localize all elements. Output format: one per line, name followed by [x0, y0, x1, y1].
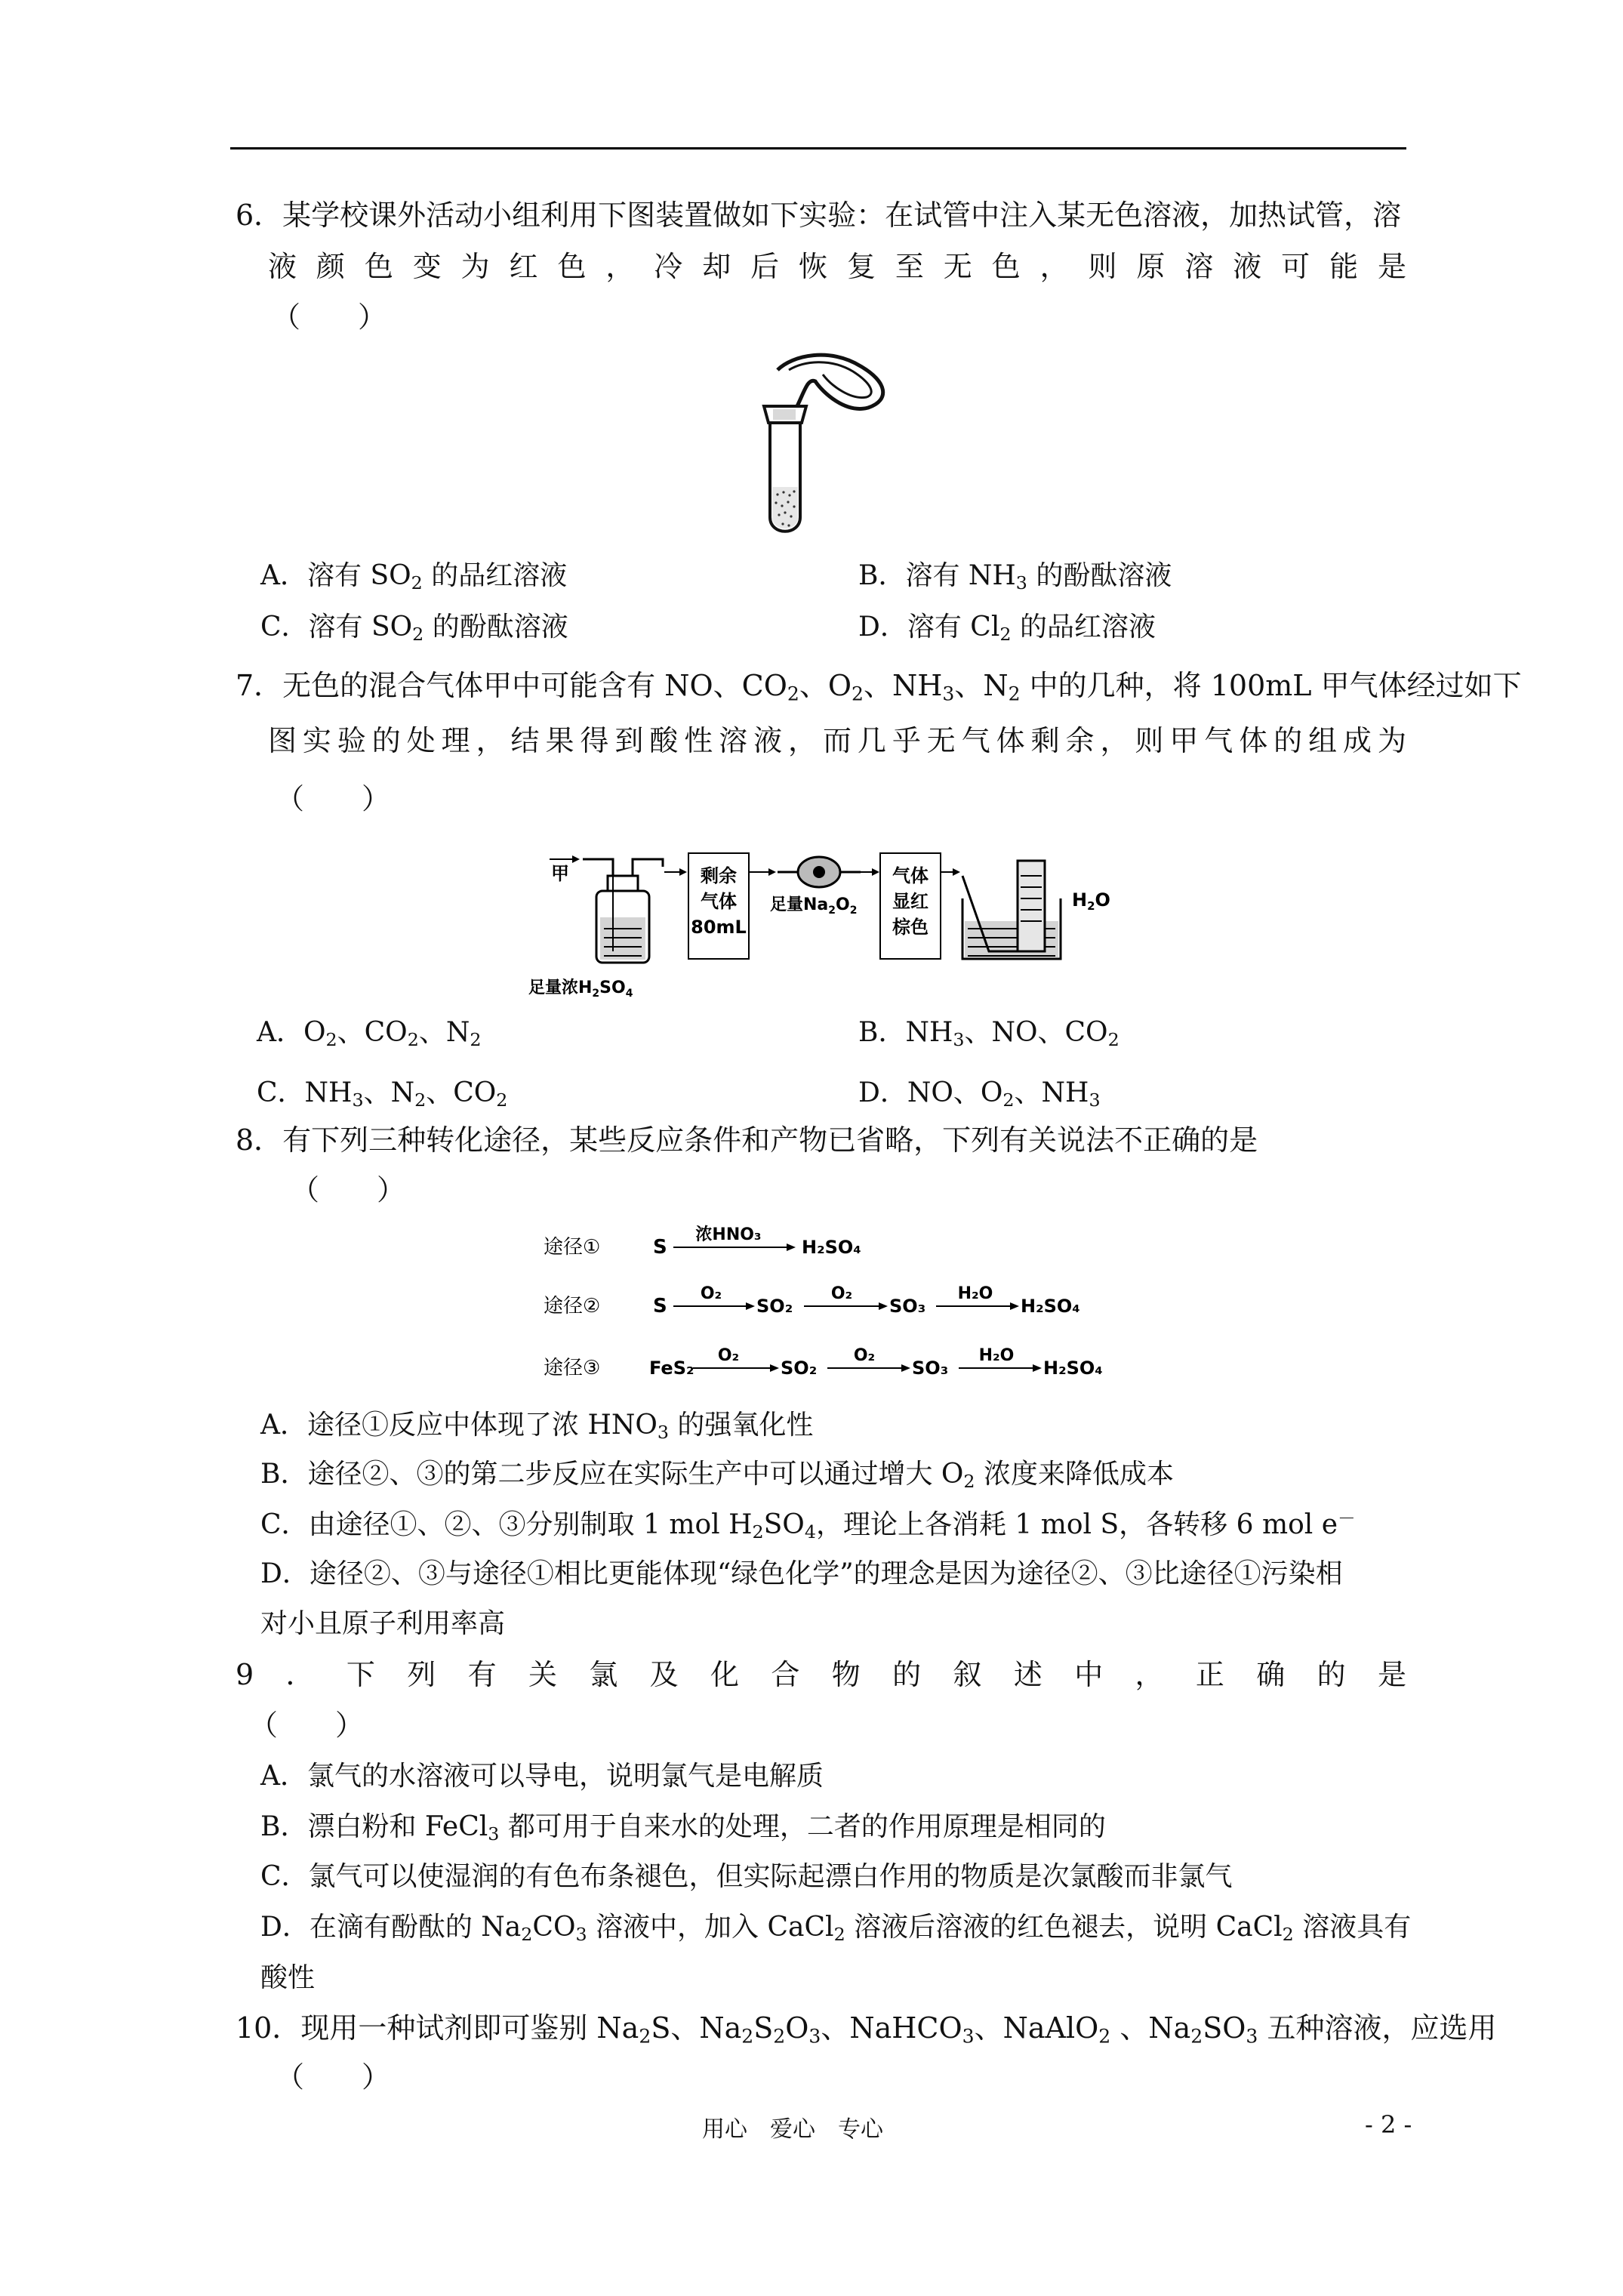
- q7-stem-line1: 7．无色的混合气体甲中可能含有 NO、$CO_2$、$O_2$、$NH_3$、$N_2$ 中的几种，将 100mL 甲气体经过如下: [236, 669, 1522, 705]
- water-label: $H_2O$: [1072, 889, 1110, 913]
- route2-cond2: O₂: [830, 1284, 853, 1303]
- q10-stem-line1: 10．现用一种试剂即可鉴别 $Na_2S$、$Na_2S_2O_3$、NaHCO$_3$、NaAlO$_2$ 、$Na_2SO_3$ 五种溶液，应选用: [236, 2011, 1497, 2048]
- q9-answer-paren: （ ）: [249, 1709, 365, 1742]
- header-rule: [230, 147, 1406, 149]
- q6-stem-line1: 6．某学校课外活动小组利用下图装置做如下实验：在试管中注入某无色溶液，加热试管，溶: [236, 199, 1402, 232]
- route3-label: 途径③: [544, 1357, 601, 1379]
- route2-product2: SO₃: [889, 1296, 926, 1317]
- route1-start: S: [653, 1236, 667, 1259]
- route3-cond2: O₂: [853, 1346, 876, 1365]
- q8-answer-paren: （ ）: [291, 1173, 406, 1207]
- q9-option-a[interactable]: A．氯气的水溶液可以导电，说明氯气是电解质: [260, 1761, 824, 1792]
- route3-cond1: O₂: [717, 1346, 740, 1365]
- route1-condition: 浓HNO₃: [695, 1225, 762, 1244]
- test-tube-figure: [747, 347, 898, 544]
- q8-stem-line1: 8．有下列三种转化途径，某些反应条件和产物已省略，下列有关说法不正确的是: [236, 1123, 1258, 1157]
- q7-option-a[interactable]: A．$O_2$、$CO_2$、$N_2$: [257, 1017, 482, 1050]
- gas-jia-label: 甲: [551, 863, 569, 884]
- q6-option-a[interactable]: A．溶有 $SO_2$ 的品红溶液: [260, 560, 568, 593]
- q8-option-d-line2: 对小且原子利用率高: [260, 1608, 506, 1639]
- q9-option-d-line2: 酸性: [260, 1962, 316, 1993]
- route2-label: 途径②: [544, 1295, 601, 1318]
- q7-answer-paren: （ ）: [276, 782, 391, 815]
- q9-option-d-line1[interactable]: D．在滴有酚酞的 $Na_2CO_3$ 溶液中，加入 CaCl$_2$ 溶液后溶液的红色褪去，说明 CaCl$_2$ 溶液具有: [260, 1912, 1412, 1945]
- q7-stem-line2: 图实验的处理，结果得到酸性溶液，而几乎无气体剩余，则甲气体的组成为: [268, 724, 1406, 757]
- q8-option-c[interactable]: C．由途径①、②、③分别制取 1 mol $H_2SO_4$，理论上各消耗 1 mol S，各转移 6 mol e－: [260, 1508, 1356, 1542]
- box2-line2: 显红: [892, 891, 929, 912]
- route3-start: FeS₂: [649, 1358, 694, 1379]
- q6-answer-paren: （ ）: [272, 300, 387, 334]
- route1-end: H₂SO₄: [802, 1237, 861, 1258]
- page-number: - 2 -: [1365, 2110, 1412, 2139]
- q7-option-b[interactable]: B．$NH_3$、NO、$CO_2$: [858, 1017, 1119, 1050]
- q9-option-b[interactable]: B．漂白粉和 FeCl$_3$ 都可用于自来水的处理，二者的作用原理是相同的: [260, 1811, 1106, 1845]
- q8-option-a[interactable]: A．途径①反应中体现了浓 $HNO_3$ 的强氧化性: [260, 1410, 814, 1443]
- conversion-routes-diagram: [544, 1223, 1117, 1397]
- q6-option-c[interactable]: C．溶有 $SO_2$ 的酚酞溶液: [260, 612, 568, 645]
- route1-label: 途径①: [544, 1236, 601, 1259]
- route2-cond1: O₂: [700, 1284, 722, 1303]
- box2-line3: 棕色: [892, 917, 929, 938]
- box1-line1: 剩余: [701, 865, 737, 886]
- route3-product1: SO₂: [781, 1358, 818, 1379]
- gas-apparatus-diagram: [528, 846, 1132, 1000]
- q7-option-c[interactable]: C．$NH_3$、$N_2$、$CO_2$: [257, 1077, 508, 1111]
- route2-cond3: H₂O: [957, 1284, 993, 1303]
- route3-product2: SO₃: [912, 1358, 949, 1379]
- q8-option-b[interactable]: B．途径②、③的第二步反应在实际生产中可以通过增大 $O_2$ 浓度来降低成本: [260, 1459, 1174, 1492]
- route3-cond3: H₂O: [978, 1346, 1015, 1365]
- conc-sulfuric-acid-label: 足量浓$H_2SO_4$: [528, 978, 633, 1000]
- sodium-peroxide-label: 足量$Na_2O_2$: [770, 895, 858, 917]
- route2-start: S: [653, 1295, 667, 1318]
- q8-option-d-line1[interactable]: D．途径②、③与途径①相比更能体现“绿色化学”的理念是因为途径②、③比途径①污染相: [260, 1558, 1343, 1589]
- q6-option-d[interactable]: D．溶有 $Cl_2$ 的品红溶液: [858, 612, 1156, 645]
- footer-motto: 用心 爱心 专心: [702, 2116, 883, 2143]
- q7-option-d[interactable]: D．NO、$O_2$、$NH_3$: [858, 1077, 1101, 1111]
- box2-line1: 气体: [892, 865, 929, 886]
- box1-line3: 80mL: [691, 917, 747, 938]
- q9-stem-line1: 9．下列有关氯及化合物的叙述中，正确的是: [236, 1658, 1406, 1691]
- q10-answer-paren: （ ）: [276, 2060, 391, 2094]
- q6-option-b[interactable]: B．溶有 $NH_3$ 的酚酞溶液: [858, 560, 1172, 593]
- route2-end: H₂SO₄: [1021, 1296, 1080, 1317]
- route2-product1: SO₂: [756, 1296, 793, 1317]
- box1-line2: 气体: [701, 891, 737, 912]
- q6-stem-line2: 液颜色变为红色，冷却后恢复至无色，则原溶液可能是: [268, 250, 1406, 283]
- route3-end: H₂SO₄: [1043, 1358, 1103, 1379]
- q9-option-c[interactable]: C．氯气可以使湿润的有色布条褪色，但实际起漂白作用的物质是次氯酸而非氯气: [260, 1861, 1233, 1892]
